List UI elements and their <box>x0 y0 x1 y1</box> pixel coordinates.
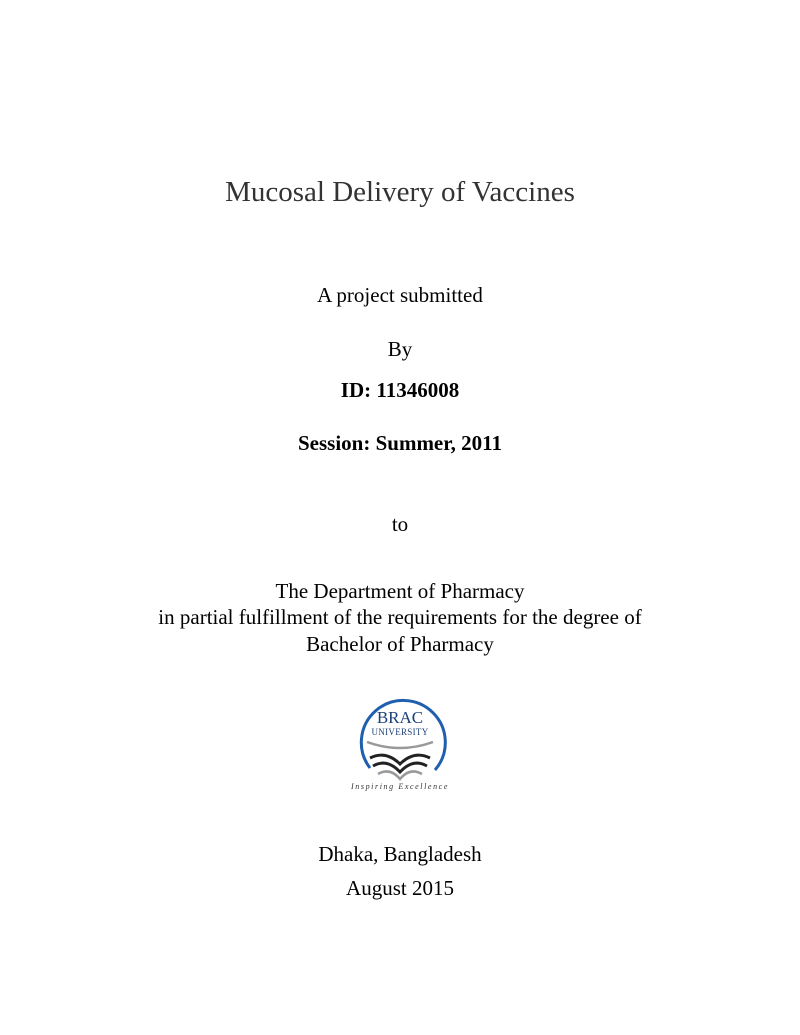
location-line: Dhaka, Bangladesh <box>318 842 482 866</box>
department-name: The Department of Pharmacy <box>275 579 525 603</box>
document-title: Mucosal Delivery of Vaccines <box>225 176 575 208</box>
session-line: Session: Summer, 2011 <box>297 431 502 455</box>
degree-requirement-line: in partial fulfillment of the requirements for the degree of <box>158 605 642 629</box>
student-id: ID: 11346008 <box>340 378 460 402</box>
degree-name: Bachelor of Pharmacy <box>306 632 494 656</box>
by-line: By <box>387 337 413 361</box>
logo-subtitle: UNIVERSITY <box>371 727 429 737</box>
logo-tagline: Inspiring Excellence <box>351 782 449 791</box>
logo-name: BRAC <box>376 708 424 727</box>
submission-line: A project submitted <box>317 283 483 307</box>
to-line: to <box>391 512 409 536</box>
date-line: August 2015 <box>346 876 454 900</box>
brac-university-logo <box>340 690 460 800</box>
